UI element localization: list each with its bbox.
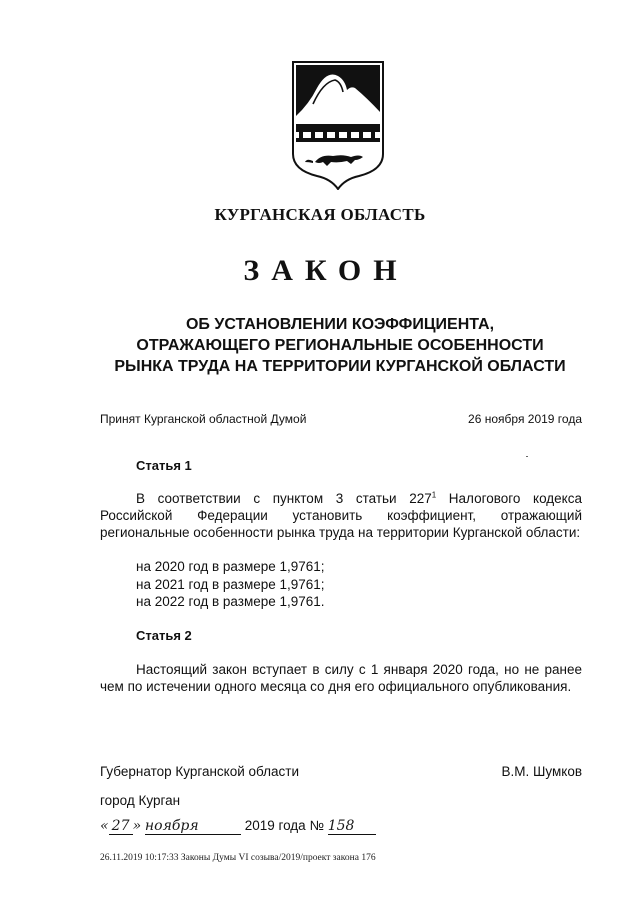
adopted-by: Принят Курганской областной Думой — [100, 412, 307, 426]
handwritten-month: ноября — [145, 818, 241, 835]
coefficient-list — [136, 558, 325, 611]
signatory-position: Губернатор Курганской области — [100, 764, 300, 779]
article-2-text-body: Настоящий закон вступает в силу с 1 января 2020 года, но не ранее чем по истечении одного месяца со дня его официального опубликования. — [100, 662, 582, 694]
law-title-line-3: РЫНКА ТРУДА НА ТЕРРИТОРИИ КУРГАНСКОЙ ОБЛАСТИ — [114, 358, 566, 375]
article-1-text — [100, 490, 582, 541]
list-item: на 2021 год в размере 1,9761; — [136, 576, 325, 592]
close-quote: » — [132, 818, 142, 834]
article-2-heading: Статья 2 — [136, 628, 192, 643]
open-quote: « — [100, 818, 109, 834]
place-of-signing: город Курган — [100, 793, 181, 808]
article-2-text — [100, 661, 582, 695]
year-and-number-label: 2019 года № — [244, 818, 324, 833]
handwritten-day: 27 — [109, 818, 133, 835]
scan-speck — [526, 456, 528, 457]
file-footer: 26.11.2019 10:17:33 Законы Думы VI созыва/2019/проект закона 176 — [100, 853, 376, 863]
article-1-text-start: В соответствии с пунктом 3 статьи 227 — [136, 491, 432, 506]
signatory-name: В.М. Шумков — [501, 764, 582, 779]
law-title — [80, 314, 600, 377]
document-type: ЗАКОН — [243, 254, 409, 287]
region-name: КУРГАНСКАЯ ОБЛАСТЬ — [214, 205, 426, 224]
list-item: на 2022 год в размере 1,9761. — [136, 594, 325, 609]
adoption-date: 26 ноября 2019 года — [468, 412, 582, 426]
article-1-superscript: 1 — [431, 490, 437, 500]
list-item: на 2020 год в размере 1,9761; — [136, 559, 325, 574]
law-title-line-2: ОТРАЖАЮЩЕГО РЕГИОНАЛЬНЫЕ ОСОБЕННОСТИ — [136, 337, 544, 354]
handwritten-law-number: 158 — [328, 818, 376, 835]
article-1-heading: Статья 1 — [136, 458, 192, 473]
article-1-text-end: Налогового кодекса Российской Федерации установить коэффициент, отражающий региональные особенности рынка труда на территории Курганской области: — [100, 491, 582, 540]
law-title-line-1: ОБ УСТАНОВЛЕНИИ КОЭФФИЦИЕНТА, — [185, 316, 495, 333]
signing-date-line — [100, 818, 420, 840]
kurgan-coat-of-arms-icon — [289, 58, 387, 190]
